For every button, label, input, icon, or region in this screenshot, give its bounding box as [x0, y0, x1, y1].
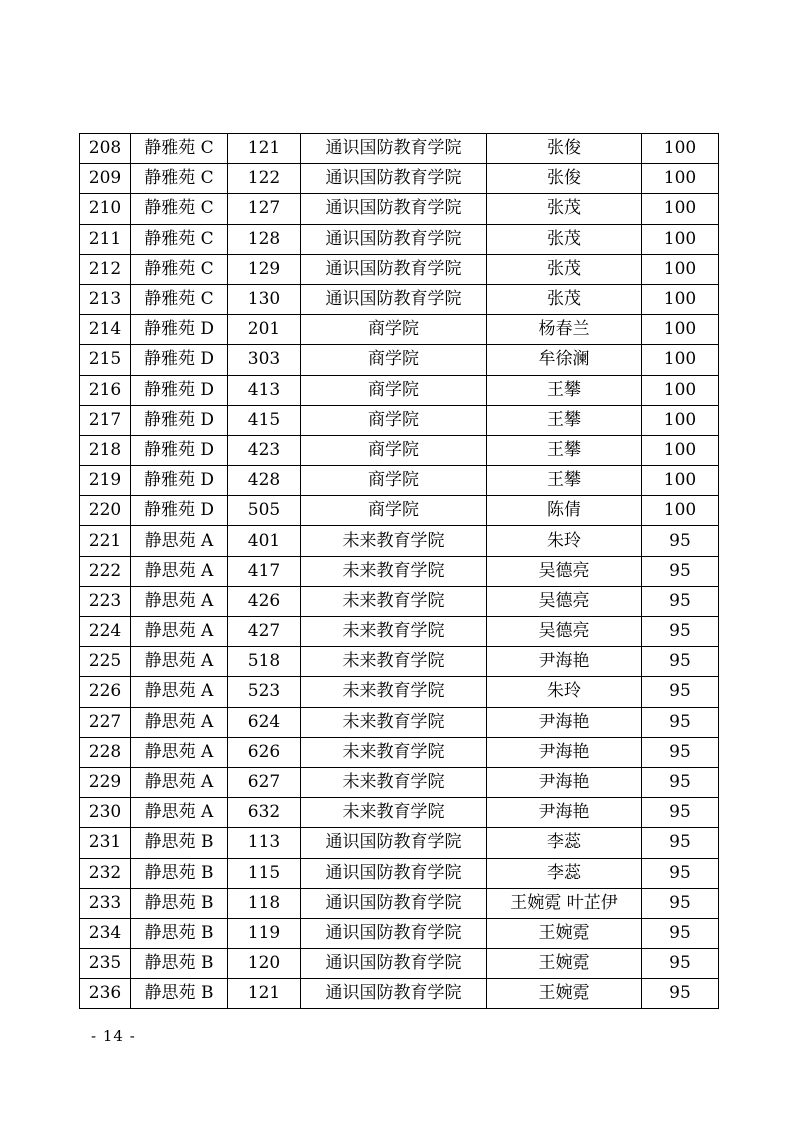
table-row: [80, 284, 719, 314]
cell-building: 静雅苑 D: [131, 435, 228, 465]
cell-number: 225: [80, 647, 131, 677]
cell-room: 118: [228, 888, 301, 918]
cell-college: 通识国防教育学院: [301, 888, 487, 918]
cell-score: 100: [642, 435, 719, 465]
cell-room: 428: [228, 466, 301, 496]
table-row: [80, 224, 719, 254]
cell-college: 商学院: [301, 466, 487, 496]
cell-college: 商学院: [301, 405, 487, 435]
cell-score: 95: [642, 828, 719, 858]
cell-number: 228: [80, 737, 131, 767]
cell-score: 100: [642, 405, 719, 435]
cell-teacher: 张茂: [487, 224, 642, 254]
cell-college: 未来教育学院: [301, 737, 487, 767]
cell-teacher: 张俊: [487, 164, 642, 194]
cell-college: 未来教育学院: [301, 586, 487, 616]
table-row: [80, 435, 719, 465]
cell-room: 120: [228, 949, 301, 979]
table-body: [80, 134, 719, 1009]
table-row: [80, 496, 719, 526]
table-row: [80, 375, 719, 405]
cell-number: 214: [80, 315, 131, 345]
cell-number: 229: [80, 767, 131, 797]
cell-college: 商学院: [301, 375, 487, 405]
cell-teacher: 陈倩: [487, 496, 642, 526]
cell-building: 静思苑 A: [131, 526, 228, 556]
table-row: [80, 677, 719, 707]
cell-college: 未来教育学院: [301, 647, 487, 677]
cell-score: 100: [642, 284, 719, 314]
table-row: [80, 617, 719, 647]
cell-college: 未来教育学院: [301, 767, 487, 797]
cell-teacher: 吴德亮: [487, 556, 642, 586]
cell-room: 127: [228, 194, 301, 224]
cell-number: 222: [80, 556, 131, 586]
cell-building: 静雅苑 D: [131, 496, 228, 526]
cell-score: 95: [642, 647, 719, 677]
cell-building: 静雅苑 C: [131, 164, 228, 194]
cell-score: 100: [642, 315, 719, 345]
cell-college: 未来教育学院: [301, 526, 487, 556]
cell-number: 212: [80, 254, 131, 284]
table-row: [80, 194, 719, 224]
cell-teacher: 李蕊: [487, 828, 642, 858]
cell-room: 401: [228, 526, 301, 556]
cell-room: 303: [228, 345, 301, 375]
cell-score: 100: [642, 134, 719, 164]
cell-building: 静思苑 A: [131, 767, 228, 797]
cell-room: 632: [228, 798, 301, 828]
cell-room: 201: [228, 315, 301, 345]
cell-teacher: 王婉霓: [487, 918, 642, 948]
cell-college: 商学院: [301, 315, 487, 345]
cell-college: 未来教育学院: [301, 617, 487, 647]
cell-number: 231: [80, 828, 131, 858]
cell-college: 通识国防教育学院: [301, 828, 487, 858]
cell-building: 静思苑 B: [131, 828, 228, 858]
table-row: [80, 526, 719, 556]
cell-teacher: 尹海艳: [487, 737, 642, 767]
cell-room: 423: [228, 435, 301, 465]
cell-building: 静思苑 B: [131, 979, 228, 1009]
table-row: [80, 737, 719, 767]
cell-room: 523: [228, 677, 301, 707]
cell-teacher: 张茂: [487, 254, 642, 284]
cell-room: 119: [228, 918, 301, 948]
cell-room: 624: [228, 707, 301, 737]
cell-college: 未来教育学院: [301, 798, 487, 828]
cell-score: 100: [642, 254, 719, 284]
cell-score: 100: [642, 375, 719, 405]
cell-number: 235: [80, 949, 131, 979]
cell-building: 静雅苑 D: [131, 345, 228, 375]
table-row: [80, 828, 719, 858]
cell-teacher: 尹海艳: [487, 798, 642, 828]
cell-score: 95: [642, 798, 719, 828]
cell-college: 商学院: [301, 496, 487, 526]
cell-number: 213: [80, 284, 131, 314]
cell-college: 商学院: [301, 435, 487, 465]
cell-room: 626: [228, 737, 301, 767]
cell-teacher: 吴德亮: [487, 586, 642, 616]
cell-building: 静雅苑 D: [131, 405, 228, 435]
cell-college: 商学院: [301, 345, 487, 375]
cell-score: 95: [642, 526, 719, 556]
cell-college: 通识国防教育学院: [301, 918, 487, 948]
table-row: [80, 345, 719, 375]
cell-number: 226: [80, 677, 131, 707]
cell-building: 静思苑 B: [131, 858, 228, 888]
cell-teacher: 王婉霓 叶芷伊: [487, 888, 642, 918]
cell-building: 静思苑 B: [131, 949, 228, 979]
cell-room: 417: [228, 556, 301, 586]
cell-building: 静思苑 B: [131, 888, 228, 918]
cell-college: 通识国防教育学院: [301, 224, 487, 254]
cell-room: 129: [228, 254, 301, 284]
cell-teacher: 杨春兰: [487, 315, 642, 345]
cell-building: 静雅苑 D: [131, 315, 228, 345]
cell-room: 426: [228, 586, 301, 616]
cell-teacher: 尹海艳: [487, 647, 642, 677]
cell-building: 静雅苑 C: [131, 194, 228, 224]
cell-number: 215: [80, 345, 131, 375]
cell-number: 208: [80, 134, 131, 164]
cell-college: 未来教育学院: [301, 677, 487, 707]
cell-teacher: 尹海艳: [487, 767, 642, 797]
cell-teacher: 王婉霓: [487, 979, 642, 1009]
cell-college: 通识国防教育学院: [301, 134, 487, 164]
cell-score: 100: [642, 496, 719, 526]
cell-building: 静雅苑 C: [131, 284, 228, 314]
table-row: [80, 918, 719, 948]
cell-room: 130: [228, 284, 301, 314]
cell-score: 100: [642, 164, 719, 194]
cell-score: 95: [642, 586, 719, 616]
cell-teacher: 王攀: [487, 375, 642, 405]
table-row: [80, 586, 719, 616]
cell-room: 413: [228, 375, 301, 405]
table-row: [80, 466, 719, 496]
cell-building: 静思苑 A: [131, 586, 228, 616]
cell-number: 236: [80, 979, 131, 1009]
cell-number: 216: [80, 375, 131, 405]
cell-number: 217: [80, 405, 131, 435]
cell-score: 100: [642, 224, 719, 254]
cell-score: 100: [642, 194, 719, 224]
cell-teacher: 李蕊: [487, 858, 642, 888]
cell-room: 121: [228, 134, 301, 164]
cell-building: 静思苑 B: [131, 918, 228, 948]
cell-teacher: 吴德亮: [487, 617, 642, 647]
cell-number: 224: [80, 617, 131, 647]
cell-room: 427: [228, 617, 301, 647]
cell-building: 静雅苑 D: [131, 466, 228, 496]
cell-teacher: 朱玲: [487, 677, 642, 707]
cell-room: 505: [228, 496, 301, 526]
cell-room: 128: [228, 224, 301, 254]
cell-room: 415: [228, 405, 301, 435]
cell-room: 518: [228, 647, 301, 677]
cell-number: 227: [80, 707, 131, 737]
cell-building: 静雅苑 D: [131, 375, 228, 405]
cell-teacher: 尹海艳: [487, 707, 642, 737]
table-row: [80, 405, 719, 435]
cell-score: 95: [642, 556, 719, 586]
cell-building: 静思苑 A: [131, 617, 228, 647]
table-row: [80, 134, 719, 164]
cell-score: 95: [642, 677, 719, 707]
cell-room: 627: [228, 767, 301, 797]
cell-building: 静思苑 A: [131, 677, 228, 707]
cell-building: 静思苑 A: [131, 798, 228, 828]
cell-teacher: 王攀: [487, 405, 642, 435]
cell-college: 未来教育学院: [301, 556, 487, 586]
table-row: [80, 979, 719, 1009]
cell-teacher: 张俊: [487, 134, 642, 164]
table-row: [80, 949, 719, 979]
table-row: [80, 858, 719, 888]
cell-score: 95: [642, 979, 719, 1009]
table-row: [80, 798, 719, 828]
cell-score: 100: [642, 345, 719, 375]
cell-score: 95: [642, 858, 719, 888]
cell-number: 232: [80, 858, 131, 888]
table-row: [80, 888, 719, 918]
table-row: [80, 556, 719, 586]
cell-college: 未来教育学院: [301, 707, 487, 737]
cell-teacher: 王攀: [487, 466, 642, 496]
cell-room: 121: [228, 979, 301, 1009]
cell-room: 122: [228, 164, 301, 194]
cell-number: 234: [80, 918, 131, 948]
cell-room: 113: [228, 828, 301, 858]
cell-number: 218: [80, 435, 131, 465]
cell-college: 通识国防教育学院: [301, 164, 487, 194]
cell-number: 230: [80, 798, 131, 828]
table-row: [80, 254, 719, 284]
dormitory-score-table: [79, 133, 719, 1009]
cell-number: 220: [80, 496, 131, 526]
cell-college: 通识国防教育学院: [301, 949, 487, 979]
cell-score: 95: [642, 949, 719, 979]
cell-number: 210: [80, 194, 131, 224]
cell-teacher: 张茂: [487, 284, 642, 314]
table-row: [80, 647, 719, 677]
cell-college: 通识国防教育学院: [301, 194, 487, 224]
cell-room: 115: [228, 858, 301, 888]
cell-score: 95: [642, 767, 719, 797]
table-row: [80, 315, 719, 345]
cell-score: 100: [642, 466, 719, 496]
cell-teacher: 张茂: [487, 194, 642, 224]
cell-teacher: 朱玲: [487, 526, 642, 556]
cell-building: 静雅苑 C: [131, 134, 228, 164]
cell-number: 209: [80, 164, 131, 194]
cell-building: 静思苑 A: [131, 707, 228, 737]
cell-score: 95: [642, 617, 719, 647]
cell-building: 静思苑 A: [131, 647, 228, 677]
cell-building: 静思苑 A: [131, 737, 228, 767]
cell-teacher: 王婉霓: [487, 949, 642, 979]
cell-building: 静思苑 A: [131, 556, 228, 586]
cell-teacher: 牟徐澜: [487, 345, 642, 375]
cell-number: 221: [80, 526, 131, 556]
cell-score: 95: [642, 737, 719, 767]
cell-college: 通识国防教育学院: [301, 254, 487, 284]
cell-number: 223: [80, 586, 131, 616]
table-row: [80, 164, 719, 194]
cell-college: 通识国防教育学院: [301, 979, 487, 1009]
cell-building: 静雅苑 C: [131, 224, 228, 254]
cell-score: 95: [642, 888, 719, 918]
cell-building: 静雅苑 C: [131, 254, 228, 284]
cell-college: 通识国防教育学院: [301, 284, 487, 314]
cell-score: 95: [642, 918, 719, 948]
cell-score: 95: [642, 707, 719, 737]
page-number: - 14 -: [91, 1027, 136, 1045]
cell-number: 219: [80, 466, 131, 496]
cell-college: 通识国防教育学院: [301, 858, 487, 888]
table-row: [80, 707, 719, 737]
cell-number: 211: [80, 224, 131, 254]
cell-number: 233: [80, 888, 131, 918]
table-row: [80, 767, 719, 797]
cell-teacher: 王攀: [487, 435, 642, 465]
